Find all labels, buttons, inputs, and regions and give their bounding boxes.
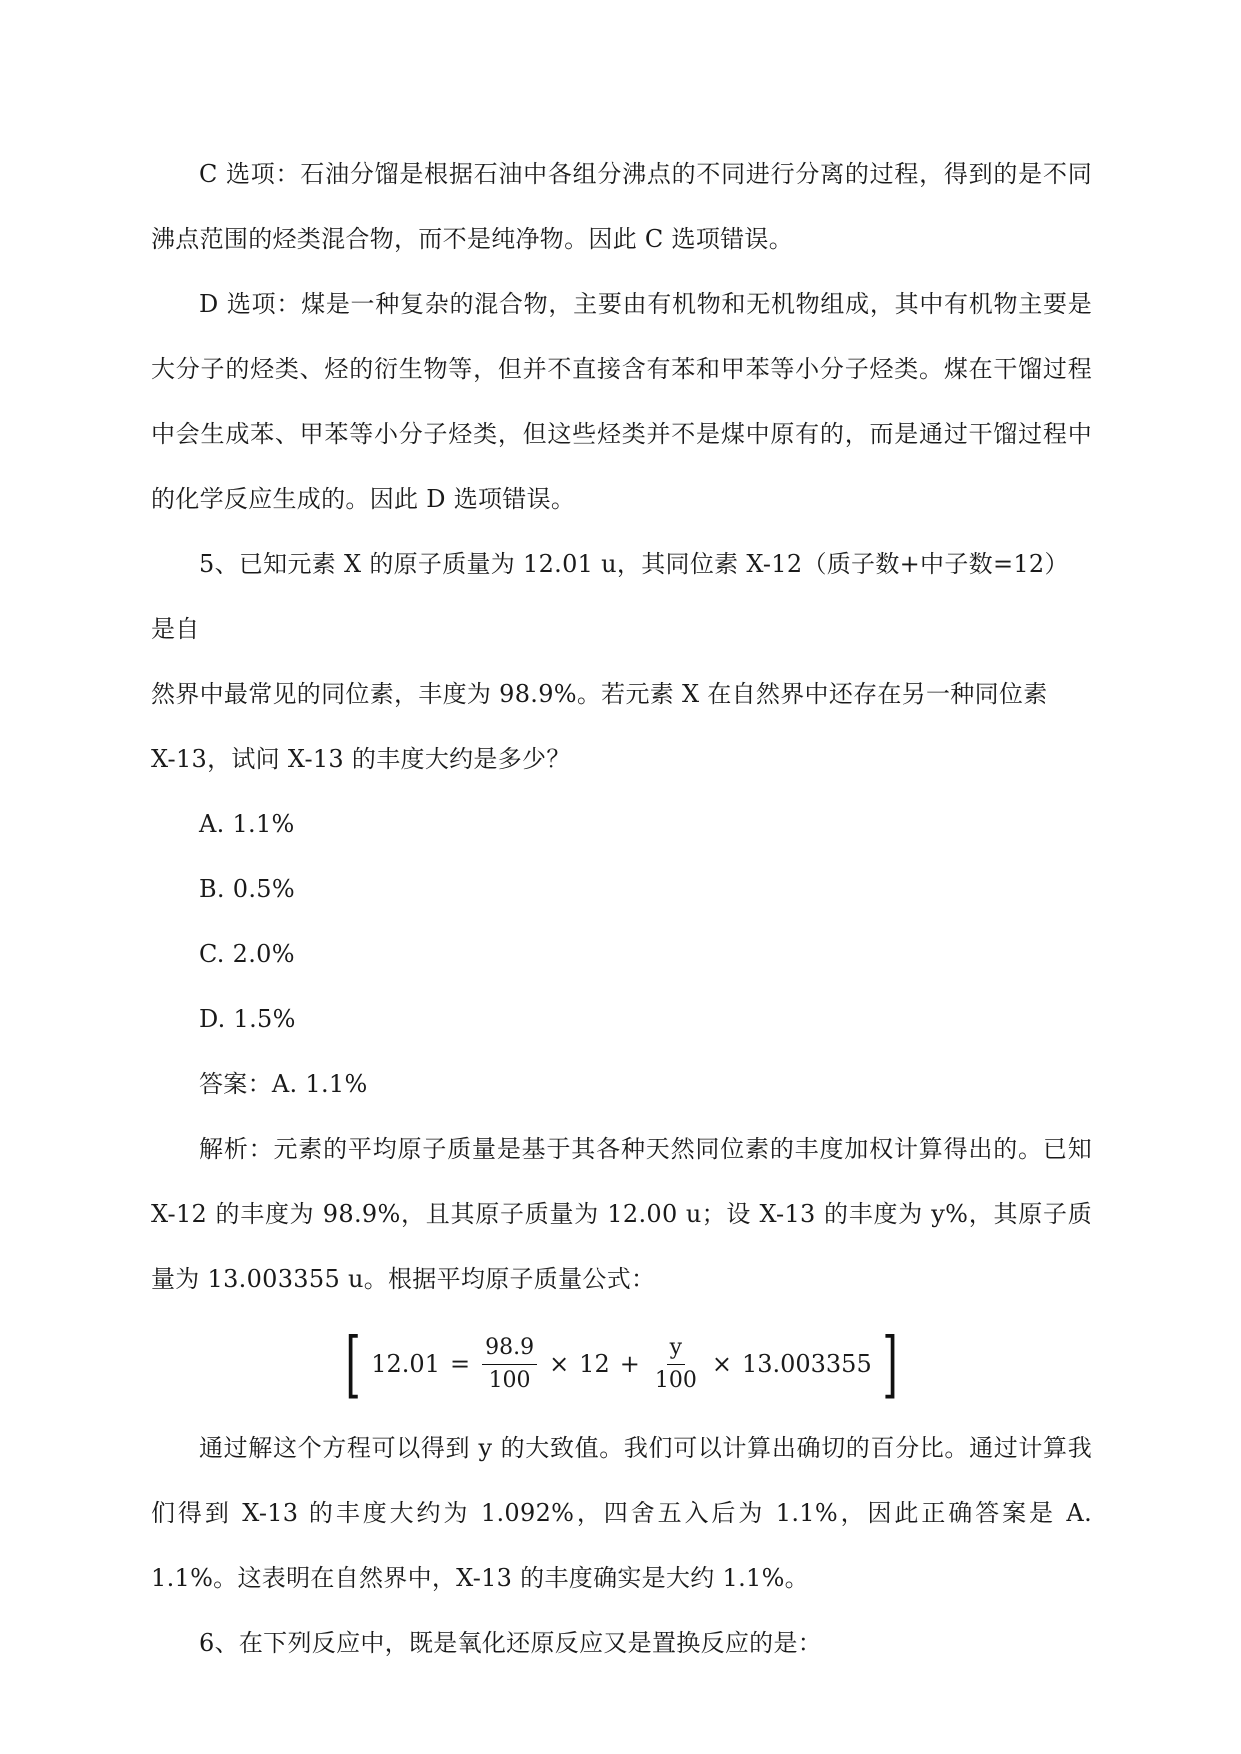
formula-block [151,1312,1092,1416]
answer-line: 答案：A. 1.1% [199,1070,368,1098]
formula-plus: + [619,1350,640,1378]
conclusion-paragraph: 通过解这个方程可以得到 y 的大致值。我们可以计算出确切的百分比。通过计算我们得到 X-13 的丰度大约为 1.092%，四舍五入后为 1.1%，因此正确答案是 A. 1.1%。这表明在自然界中，X-13 的丰度确实是大约 1.1%。 [151,1434,1092,1592]
fraction-1-denominator: 100 [488,1367,531,1393]
formula-mass-1: 12 [579,1350,610,1378]
formula-times-2: × [711,1350,732,1378]
formula-open-bracket: [ [345,1322,361,1406]
option-b: B. 0.5% [199,875,295,903]
option-a: A. 1.1% [199,810,295,838]
formula-close-bracket: ] [882,1322,898,1406]
option-c: C. 2.0% [199,940,295,968]
question-5-line-2: 然界中最常见的同位素，丰度为 98.9%。若元素 X 在自然界中还存在另一种同位素 [151,680,1048,708]
option-d: D. 1.5% [199,1005,296,1033]
formula-fraction-2 [652,1335,700,1394]
d-option-explanation: D 选项：煤是一种复杂的混合物，主要由有机物和无机物组成，其中有机物主要是大分子的烃类、烃的衍生物等，但并不直接含有苯和甲苯等小分子烃类。煤在干馏过程中会生成苯、甲苯等小分子烃类，但这些烃类并不是煤中原有的，而是通过干馏过程中的化学反应生成的。因此 D 选项错误。 [151,290,1092,513]
question-5-line-1: 5、已知元素 X 的原子质量为 12.01 u，其同位素 X-12（质子数+中子数=12）是自 [151,550,1069,643]
formula-times-1: × [549,1350,570,1378]
fraction-1-numerator: 98.9 [482,1335,537,1365]
fraction-2-denominator: 100 [654,1367,697,1393]
formula-lhs: 12.01 [371,1350,440,1378]
formula-mass-2: 13.003355 [741,1350,872,1378]
c-option-explanation: C 选项：石油分馏是根据石油中各组分沸点的不同进行分离的过程，得到的是不同沸点范围的烃类混合物，而不是纯净物。因此 C 选项错误。 [151,160,1092,253]
fraction-2-numerator: y [667,1335,685,1365]
average-mass-formula [327,1322,916,1406]
formula-fraction-1 [482,1335,537,1394]
question-5-line-3: X-13，试问 X-13 的丰度大约是多少？ [151,745,571,773]
question-6: 6、在下列反应中，既是氧化还原反应又是置换反应的是： [199,1629,823,1657]
analysis-paragraph: 解析：元素的平均原子质量是基于其各种天然同位素的丰度加权计算得出的。已知 X-12 的丰度为 98.9%，且其原子质量为 12.00 u；设 X-13 的丰度为 y%，其原子质量为 13.003355 u。根据平均原子质量公式： [151,1135,1092,1293]
document-page [151,142,1092,1676]
formula-equals: = [449,1350,471,1378]
